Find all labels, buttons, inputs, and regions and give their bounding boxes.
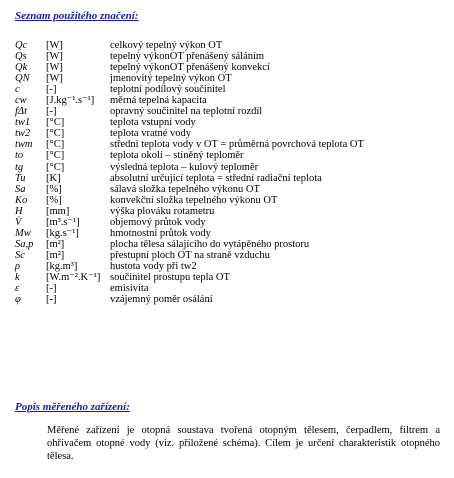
symbol-cell: cw [15,95,27,107]
symbol-table [15,40,364,305]
symbol-row [15,239,364,250]
symbol-cell: φ [15,294,21,306]
symbol-cell: tg [15,161,24,173]
unit-cell: [°C] [46,139,65,151]
unit-cell: [-] [46,283,57,295]
symbol-cell: to [15,150,24,162]
symbol-cell: tw1 [15,117,31,129]
unit-cell: [W.m⁻².K⁻¹] [46,271,101,283]
description-cell: vzájemný poměr osálání [110,294,213,306]
heading-symbol-list: Seznam použitého značení: [15,10,139,22]
symbol-row [15,206,364,217]
description-cell: sálavá složka tepelného výkonu OT [110,183,260,195]
symbol-cell: Tu [15,172,26,184]
unit-cell: [-] [46,84,57,96]
description-cell: tepelný výkonOT přenášený konvekcí [110,62,270,74]
symbol-row [15,117,364,128]
symbol-row [15,173,364,184]
symbol-cell: twm [15,139,33,151]
description-cell: objemový průtok vody [110,216,206,228]
symbol-row [15,195,364,206]
symbol-cell: Sa [15,183,26,195]
symbol-row [15,84,364,95]
symbol-cell: ε [15,283,20,295]
description-cell: plocha tělesa sálajícího do vytápěného prostoru [110,238,310,250]
symbol-cell: Ko [15,194,28,206]
symbol-row [15,73,364,84]
symbol-row [15,150,364,161]
symbol-cell: fΔt [15,106,27,118]
unit-cell: [mm] [46,205,70,217]
unit-cell: [W] [46,62,63,74]
unit-cell: [%] [46,183,62,195]
unit-cell: [W] [46,51,63,63]
symbol-cell: Mw [15,227,31,239]
description-cell: hustota vody při tw2 [110,260,197,272]
unit-cell: [m²] [46,249,65,261]
symbol-cell: tw2 [15,128,31,140]
unit-cell: [-] [46,294,57,306]
unit-cell: [°C] [46,128,65,140]
description-cell: konvekční složka tepelného výkonu OT [110,194,278,206]
unit-cell: [J.kg⁻¹.s⁻¹] [46,95,95,107]
description-cell: výška plováku rotametru [110,205,215,217]
symbol-cell: ρ [15,260,21,272]
unit-cell: [W] [46,40,63,51]
symbol-cell: Sa,p [15,238,34,250]
description-cell: emisivita [110,283,149,295]
description-cell: teplota okolí – stíněný teploměr [110,150,244,162]
description-cell: hmotnostní průtok vody [110,227,211,239]
unit-cell: [kg.m³] [46,260,78,272]
unit-cell: [°C] [46,161,65,173]
unit-cell: [%] [46,194,62,206]
symbol-row [15,95,364,106]
description-cell: opravný součinitel na teplotní rozdíl [110,106,263,118]
symbol-cell: H [15,205,23,217]
symbol-row [15,250,364,261]
description-cell: střední teplota vody v OT = průměrná povrchová teplota OT [110,139,364,151]
symbol-row [15,139,364,150]
description-cell: absolutní určující teplota = střední radiační teplota [110,172,322,184]
description-cell: tepelný výkonOT přenášený sáláním [110,51,265,63]
description-cell: výsledná teplota – kulový teploměr [110,161,259,173]
symbol-row [15,261,364,272]
symbol-row [15,128,364,139]
symbol-row [15,40,364,51]
description-cell: celkový tepelný výkon OT [110,40,223,51]
description-cell: přestupní ploch OT na straně vzduchu [110,249,270,261]
symbol-cell: QN [15,73,30,85]
symbol-row [15,228,364,239]
symbol-row [15,184,364,195]
heading-device-description: Popis měřeného zařízení: [15,401,130,413]
description-cell: měrná tepelná kapacita [110,95,207,107]
unit-cell: [W] [46,73,63,85]
unit-cell: [-] [46,106,57,118]
symbol-row [15,106,364,117]
symbol-cell: k [15,271,20,283]
unit-cell: [kg.s⁻¹] [46,227,79,239]
unit-cell: [°C] [46,117,65,129]
description-cell: teplota vstupní vody [110,117,196,129]
device-description-paragraph: Měřené zařízení je otopná soustava tvořená otopným tělesem, čerpadlem, filtrem a ohřívačem otopné vody (viz. přiložené schéma). Cílem je určení charakteristik otopného tělesa. [47,425,440,462]
unit-cell: [K] [46,172,61,184]
symbol-cell: Qc [15,40,28,51]
symbol-cell: Qs [15,51,27,63]
symbol-cell: c [15,84,20,96]
symbol-row [15,283,364,294]
symbol-cell: Sc [15,249,25,261]
symbol-row [15,294,364,305]
description-cell: teplotní podílový součinitel [110,84,226,96]
description-cell: součinitel prostupu tepla OT [110,271,230,283]
symbol-row [15,51,364,62]
symbol-cell: V̇ [15,216,22,228]
unit-cell: [m²] [46,238,65,250]
description-cell: jmenovitý tepelný výkon OT [110,73,232,85]
symbol-row [15,162,364,173]
symbol-cell: Qk [15,62,28,74]
symbol-row [15,217,364,228]
unit-cell: [m³.s⁻¹] [46,216,80,228]
symbol-row [15,62,364,73]
symbol-row [15,272,364,283]
unit-cell: [°C] [46,150,65,162]
description-cell: teplota vratné vody [110,128,192,140]
